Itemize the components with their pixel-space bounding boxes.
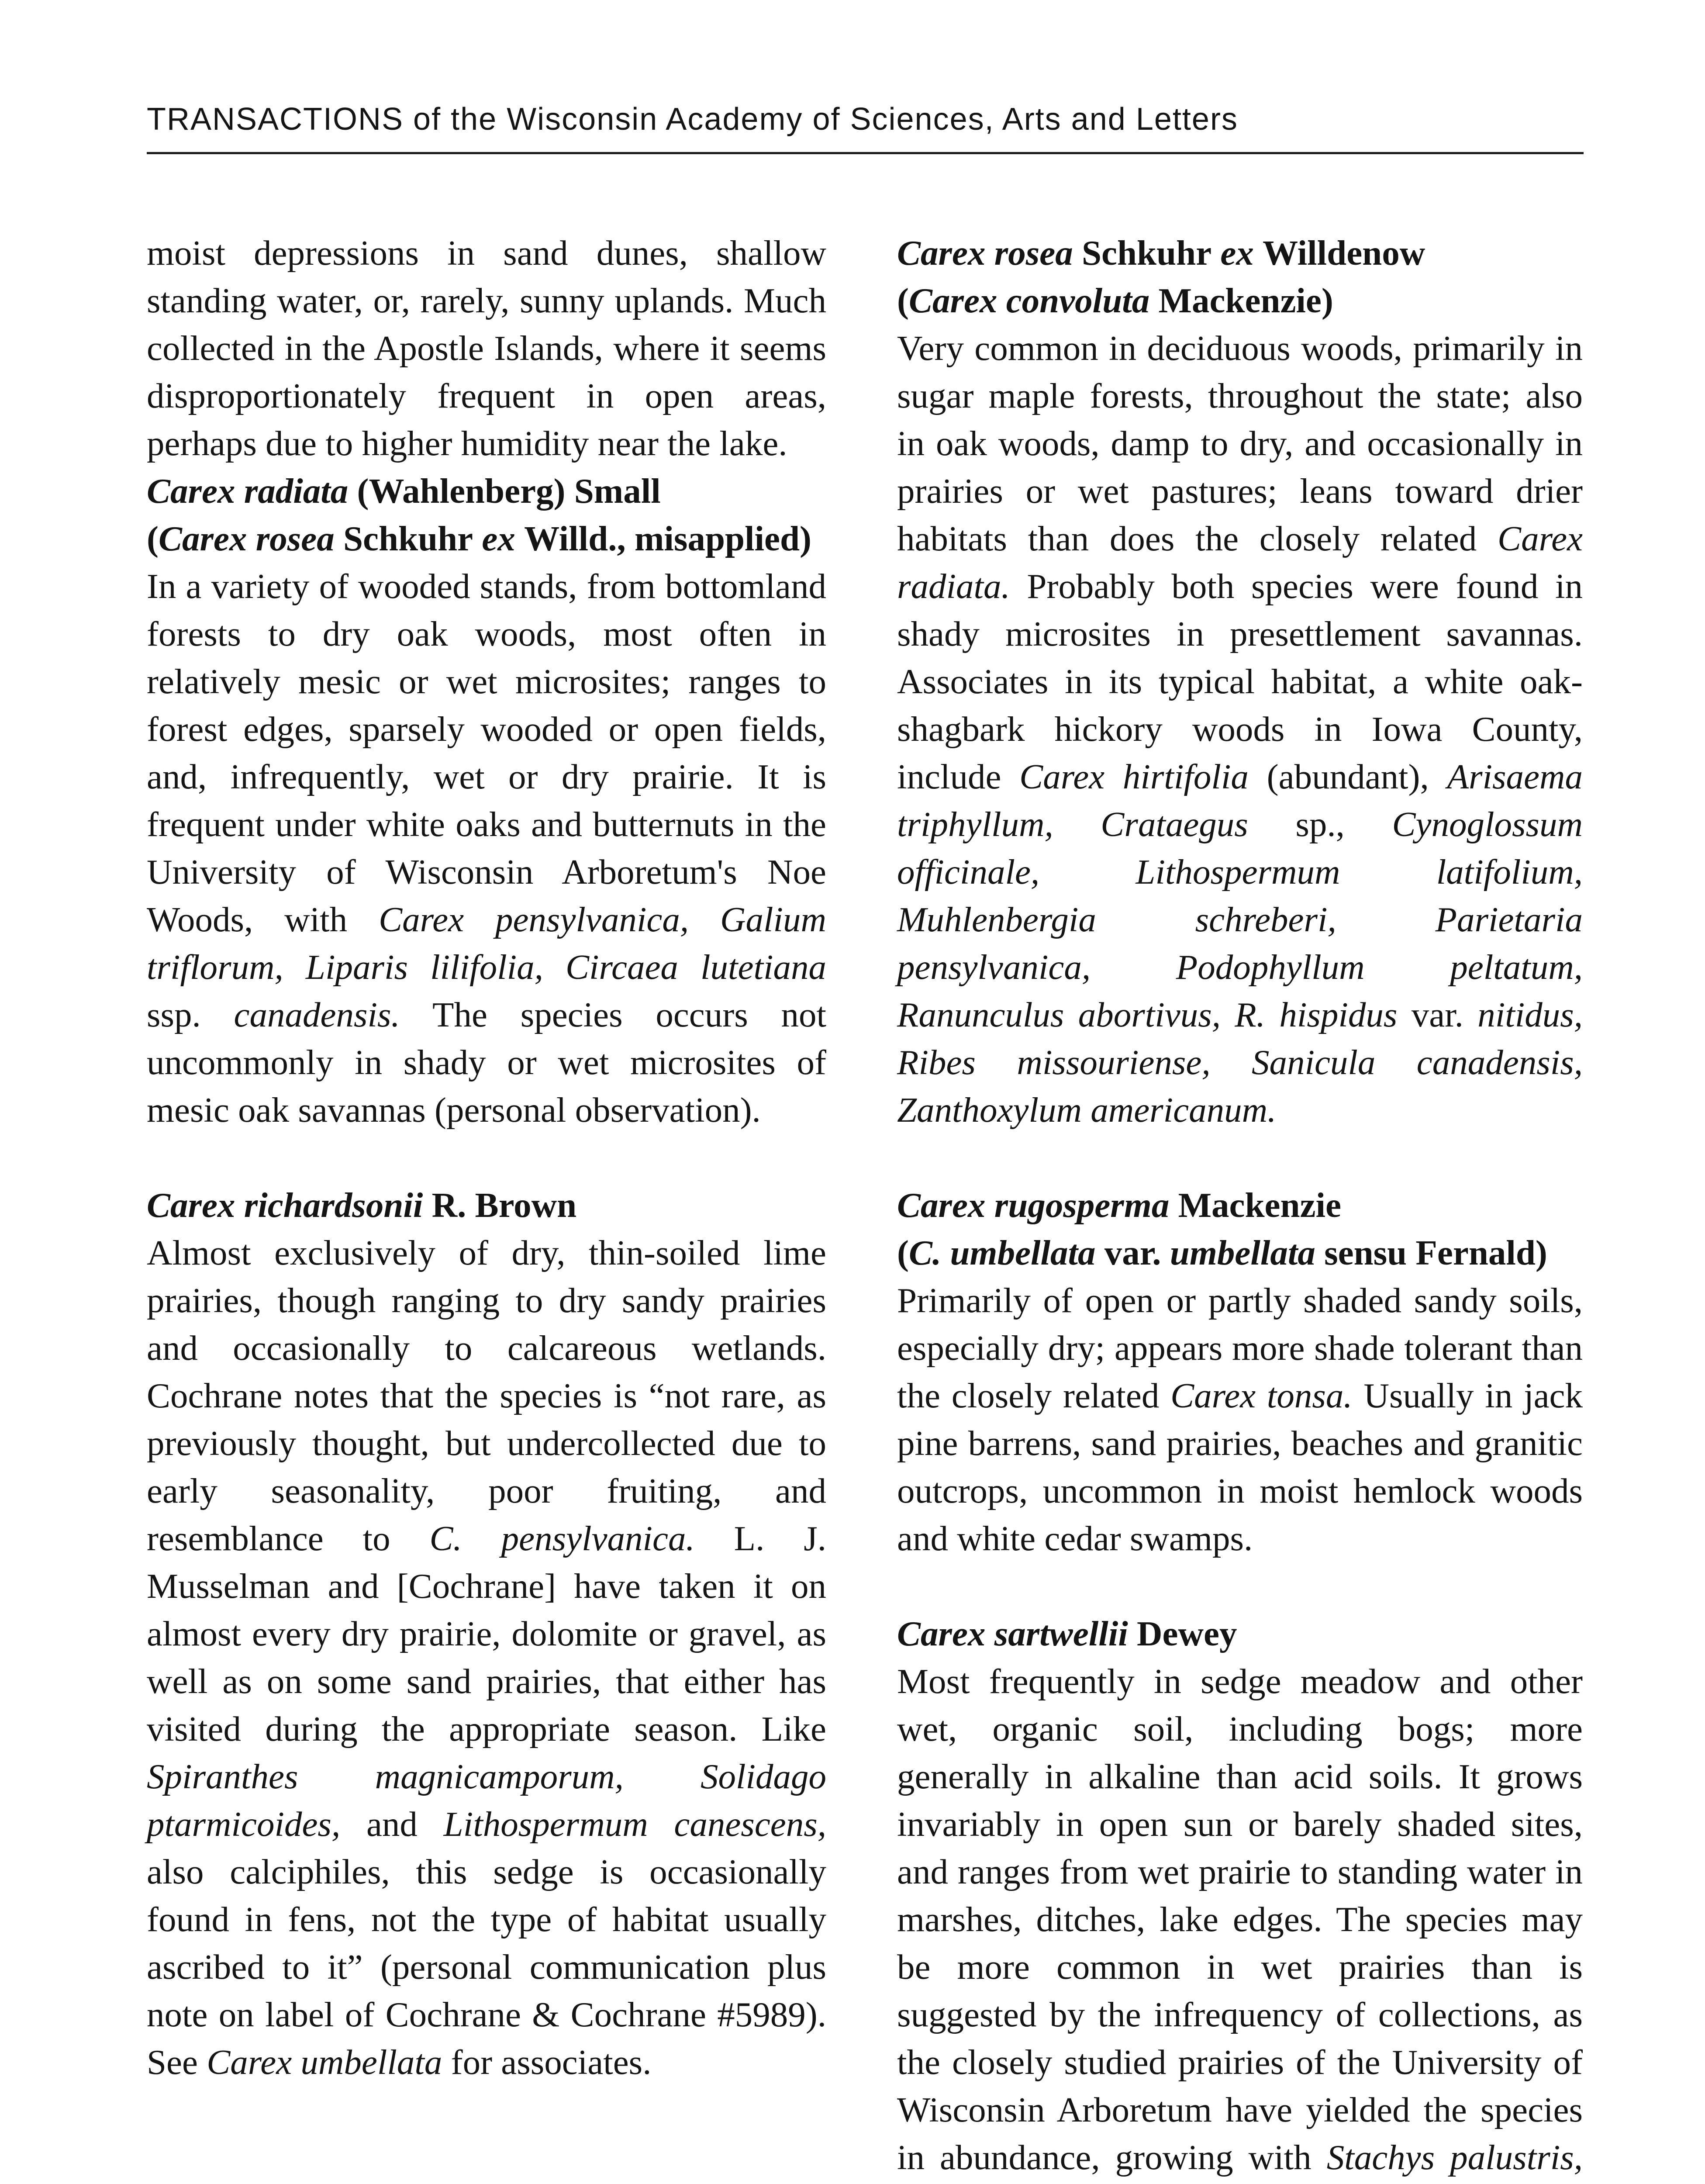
species-name: Carex rugosperma [897,1185,1170,1225]
species-name: Carex richardsonii [147,1185,423,1225]
species-description: Almost exclusively of dry, thin-soiled lime prairies, though ranging to dry sandy prairies and occasionally to calcareous wetlands. Cochrane notes that the species is “not rare, as previously thought, but undercollected due to early seasonality, poor fruiting, and resemblance to C. pensylvanica. L. J. Musselman and [Cochrane] have taken it on almost every dry prairie, dolomite or gravel, as well as on some sand prairies, that either has visited during the appropriate season. Like Spiranthes magnicamporum, Solidago ptarmicoides, and Lithospermum canescens, also calciphiles, this sedge is occasionally found in fens, not the type of habitat usually ascribed to it” (personal communication plus note on label of Cochrane & Cochrane #5989). See Carex umbellata for associates. [147,1233,827,2082]
species-name: Carex radiata [147,471,349,511]
continued-paragraph: moist depressions in sand dunes, shallow standing water, or, rarely, sunny uplands. Much collected in the Apostle Islands, where it seems disproportionately frequent in open areas, perhaps due to higher humidity near the lake. [147,233,826,463]
synonym-name: C. umbellata [908,1233,1096,1272]
species-heading: Carex rosea Schkuhr ex Willdenow [897,233,1425,273]
entry-carex-rugosperma [897,1182,1583,1562]
entry-carex-sartwellii [897,1610,1583,2184]
species-heading [147,467,826,515]
species-author: R. Brown [431,1185,577,1225]
species-description: In a variety of wooded stands, from bottomland forests to dry oak woods, most often in relatively mesic or wet microsites; ranges to forest edges, sparsely wooded or open fields, and, infrequently, wet or dry prairie. It is frequent under white oaks and butternuts in the University of Wisconsin Arboretum's Noe Woods, with Carex pensylvanica, Galium triflorum, Liparis lilifolia, Circaea lutetiana ssp. canadensis. The species occurs not uncommonly in shady or wet microsites of mesic oak savannas (personal observation). [147,567,826,1130]
left-column [147,229,826,2086]
species-name: Carex rosea [897,233,1073,273]
right-column [897,229,1583,2184]
species-description: Primarily of open or partly shaded sandy soils, especially dry; appears more shade tolerant than the closely related Carex tonsa. Usually in jack pine barrens, sand prairies, beaches and granitic outcrops, uncommon in moist hemlock woods and white cedar swamps. [897,1281,1583,1558]
species-description: Most frequently in sedge meadow and other wet, organic soil, including bogs; more generally in alkaline than acid soils. It grows invariably in open sun or barely shaded sites, and ranges from wet prairie to standing water in marshes, ditches, lake edges. The species may be more common in wet prairies than is suggested by the infrequency of collections, as the closely studied prairies of the University of Wisconsin Arboretum have yielded the species in abundance, growing with Stachys palustris, [897,1662,1583,2177]
species-author: Mackenzie [1178,1185,1341,1225]
species-description: Very common in deciduous woods, primarily in sugar maple forests, throughout the state; also in oak woods, damp to dry, and occasionally in prairies or wet pastures; leans toward drier habitats than does the closely related Carex radiata. Probably both species were found in shady microsites in presettlement savannas. Associates in its typical habitat, a white oak-shagbark hickory woods in Iowa County, include Carex hirtifolia (abundant), Arisaema triphyllum, Crataegus sp., Cynoglossum officinale, Lithospermum latifolium, Muhlenbergia schreberi, Parietaria pensylvanica, Podophyllum peltatum, Ranunculus abortivus, R. hispidus var. nitidus, Ribes missouriense, Sanicula canadensis, Zanthoxylum americanum. [897,328,1583,1130]
species-heading [897,1182,1583,1229]
synonym-line: (Carex rosea Schkuhr ex Willd., misapplied) [147,519,812,558]
header-rule [147,152,1584,154]
synonym-name: Carex rosea [158,519,335,558]
entry-carex-radiata [147,467,826,1134]
species-heading [897,1610,1583,1658]
species-author: Dewey [1137,1614,1237,1653]
entry-carex-richardsonii [147,1182,826,2086]
synonym-line: (C. umbellata var. umbellata sensu Fernald) [897,1233,1547,1272]
synonym-line: (Carex convoluta Mackenzie) [897,281,1333,320]
synonym-name: Carex convoluta [908,281,1150,320]
entry-carex-rosea [897,229,1583,1134]
species-heading [147,1182,826,1229]
running-head: TRANSACTIONS of the Wisconsin Academy of Sciences, Arts and Letters [147,102,1238,137]
species-name: Carex sartwellii [897,1614,1128,1653]
species-author: (Wahlenberg) Small [357,471,661,511]
